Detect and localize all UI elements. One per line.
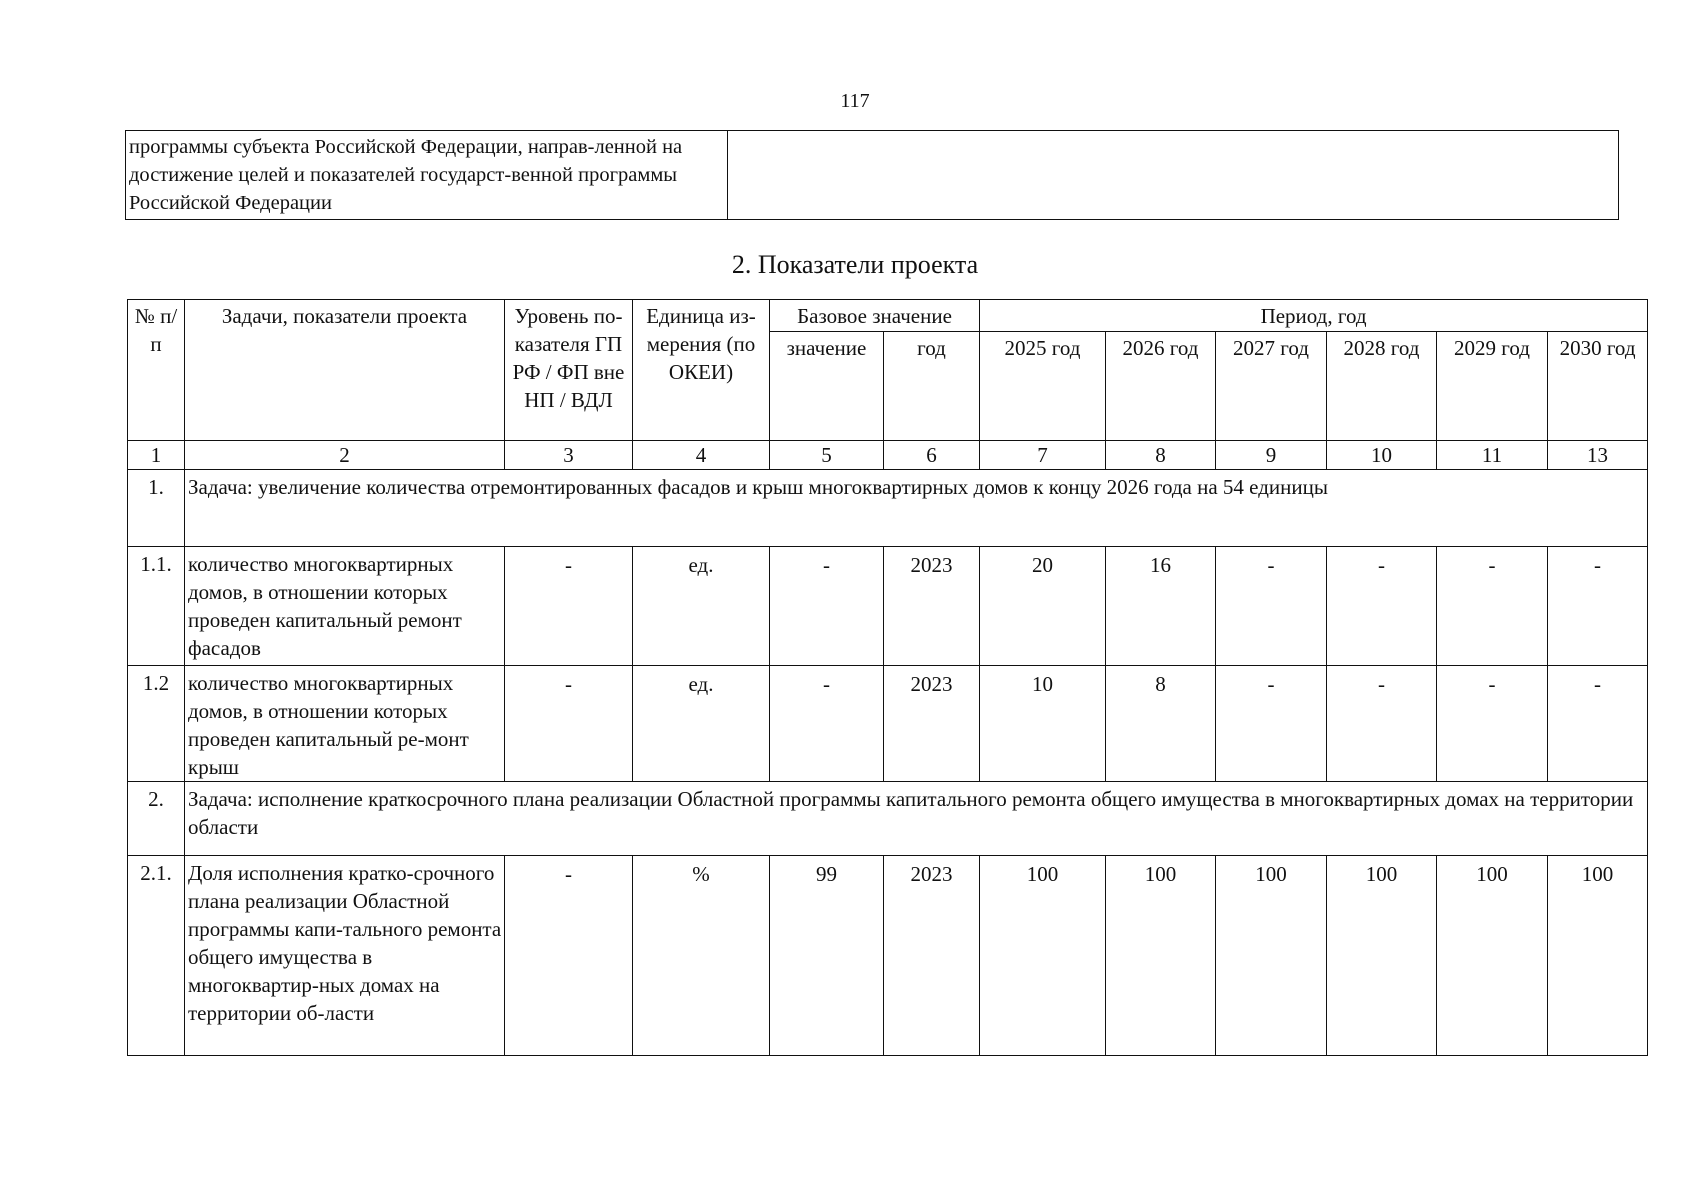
header-period: Период, год (980, 300, 1648, 332)
task-number: 1. (128, 470, 185, 547)
task-row (128, 782, 1648, 856)
header-year: 2027 год (1216, 332, 1327, 441)
page-number: 117 (840, 90, 870, 112)
indicator-base-value: 99 (770, 856, 884, 1056)
indicator-name: количество многоквартирных домов, в отношении которых проведен капитальный ре-монт крыш (185, 666, 505, 782)
indicator-value: 16 (1106, 547, 1216, 666)
header-base-year: год (884, 332, 980, 441)
indicator-base-year: 2023 (884, 547, 980, 666)
column-number: 7 (980, 441, 1106, 470)
indicator-value: 100 (1548, 856, 1648, 1056)
indicators-table (127, 299, 1648, 1056)
task-text: Задача: увеличение количества отремонтированных фасадов и крыш многоквартирных домов к концу 2026 года на 54 единицы (185, 470, 1648, 547)
header-year: 2026 год (1106, 332, 1216, 441)
indicator-value: - (1548, 547, 1648, 666)
indicator-row (128, 547, 1648, 666)
indicator-value: - (1216, 666, 1327, 782)
header-unit: Единица из-мерения (по ОКЕИ) (633, 300, 770, 441)
indicator-row (128, 666, 1648, 782)
indicator-number: 1.2 (128, 666, 185, 782)
header-tasks: Задачи, показатели проекта (185, 300, 505, 441)
indicator-value: 100 (1327, 856, 1437, 1056)
column-number: 1 (128, 441, 185, 470)
indicator-base-year: 2023 (884, 666, 980, 782)
header-year: 2028 год (1327, 332, 1437, 441)
indicator-name: количество многоквартирных домов, в отношении которых проведен капитальный ремонт фасадов (185, 547, 505, 666)
indicator-level: - (505, 666, 633, 782)
header-base: Базовое значение (770, 300, 980, 332)
task-row (128, 470, 1648, 547)
header-num: № п/п (128, 300, 185, 441)
task-text: Задача: исполнение краткосрочного плана реализации Областной программы капитального ремонта общего имущества в многоквартирных домах на территории области (185, 782, 1648, 856)
header-year: 2030 год (1548, 332, 1648, 441)
indicator-base-year: 2023 (884, 856, 980, 1056)
indicator-row (128, 856, 1648, 1056)
column-number: 8 (1106, 441, 1216, 470)
continuation-left-cell: программы субъекта Российской Федерации, направ-ленной на достижение целей и показателей государст-венной программы Российской Федерации (126, 131, 728, 220)
indicator-value: - (1548, 666, 1648, 782)
indicator-unit: ед. (633, 666, 770, 782)
indicator-value: 8 (1106, 666, 1216, 782)
column-number: 10 (1327, 441, 1437, 470)
indicator-value: 100 (1216, 856, 1327, 1056)
column-number: 4 (633, 441, 770, 470)
column-number: 3 (505, 441, 633, 470)
task-number: 2. (128, 782, 185, 856)
indicator-base-value: - (770, 666, 884, 782)
header-year: 2029 год (1437, 332, 1548, 441)
header-base-value: значение (770, 332, 884, 441)
indicator-number: 1.1. (128, 547, 185, 666)
indicator-unit: % (633, 856, 770, 1056)
column-number: 6 (884, 441, 980, 470)
indicator-value: - (1216, 547, 1327, 666)
section-title: 2. Показатели проекта (731, 250, 979, 279)
indicator-name: Доля исполнения кратко-срочного плана реализации Областной программы капи-тального ремонта общего имущества в многоквартир-ных домах на территории об-ласти (185, 856, 505, 1056)
indicator-number: 2.1. (128, 856, 185, 1056)
column-number: 2 (185, 441, 505, 470)
indicator-unit: ед. (633, 547, 770, 666)
indicator-value: 10 (980, 666, 1106, 782)
continuation-table (125, 130, 1619, 220)
column-number: 11 (1437, 441, 1548, 470)
indicator-value: 100 (1106, 856, 1216, 1056)
indicator-value: 20 (980, 547, 1106, 666)
column-number: 13 (1548, 441, 1648, 470)
indicator-value: 100 (980, 856, 1106, 1056)
continuation-right-cell (728, 131, 1619, 220)
indicator-value: - (1327, 666, 1437, 782)
indicator-value: - (1327, 547, 1437, 666)
header-level: Уровень по-казателя ГП РФ / ФП вне НП / ВДЛ (505, 300, 633, 441)
indicator-value: - (1437, 547, 1548, 666)
header-year: 2025 год (980, 332, 1106, 441)
indicator-value: - (1437, 666, 1548, 782)
indicator-value: 100 (1437, 856, 1548, 1056)
indicator-level: - (505, 856, 633, 1056)
indicator-base-value: - (770, 547, 884, 666)
indicator-level: - (505, 547, 633, 666)
column-number: 5 (770, 441, 884, 470)
column-number: 9 (1216, 441, 1327, 470)
